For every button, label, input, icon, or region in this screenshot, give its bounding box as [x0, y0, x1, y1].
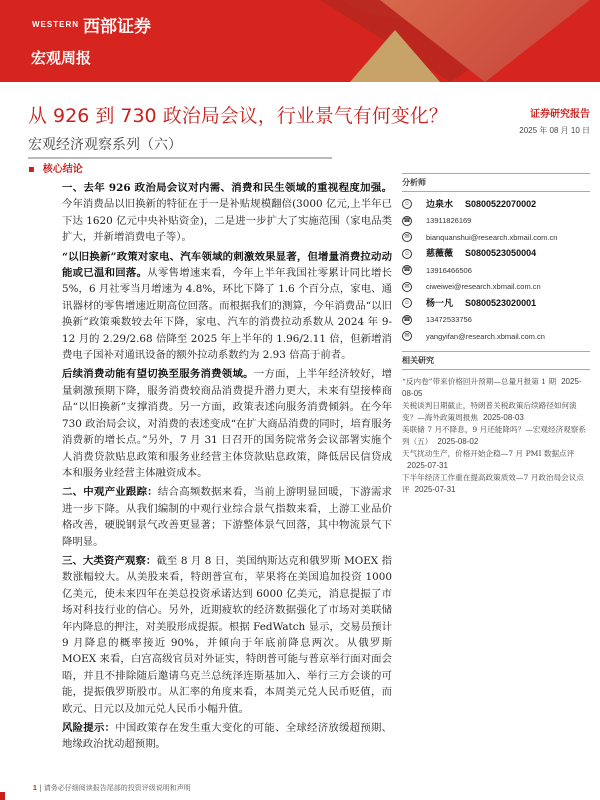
analyst-email-row: [402, 328, 590, 345]
related-report[interactable]: [402, 424, 590, 448]
analyst-name-row: [402, 246, 590, 263]
paragraph-lead: “以旧换新”政策对家电、汽车领域的刺激效果显著，但增量消费拉动动能或已温和回落。: [62, 250, 392, 280]
footer-sep: |: [39, 784, 42, 792]
subtitle: 宏观经济观察系列（六）: [28, 137, 182, 153]
paragraph: [62, 366, 392, 481]
related-title[interactable]: 美联储 7 月不降息，9 月还能降吗？—宏观经济观察系列（五）: [402, 424, 586, 446]
paragraph-text: 从零售增速来看，今年上半年我国社零累计同比增长 5%，6 月社零当月增速为 4.8%，环比下降了 1.6 个百分点，家电、通讯器材的零售增速近期高位回落。而根据我们的测算，今年消费品“以旧换新”政策乘数较去年下降，家电、汽车的消费拉动系数从 2024 年 9-12 月的 2.29/2.68 倍降至 2025 年上半年的 1.96/2.11 倍，但新增消费电子国补对通讯设备的额外拉动系数约为 2.93 倍高于前者。: [62, 267, 393, 362]
core-conclusion-heading: ▪ 核心结论: [28, 163, 83, 176]
analyst-phone: 13911826169: [426, 216, 472, 226]
related-title[interactable]: 下半年经济工作重在提高政策质效—7 月政治局会议点评: [402, 472, 584, 494]
disclaimer-text: 请务必仔细阅读报告尾部的投资评级说明和声明: [43, 784, 191, 792]
email-icon: ✉: [402, 331, 412, 341]
report-label: 证券研究报告: [530, 109, 590, 120]
paragraph-text: 一方面，上半年经济较好，增量刺激预期下降，服务消费较商品消费提升潜力更大，未来有望接棒商品“以旧换新”支撑消费。另一方面，政策表述向服务消费倾斜。在今年 730 政治局会议，对消费的表述变成“在扩大商品消费的同时，培育服务消费新的增长点。”另外，7 月 31 日召开的国务院常务会议部署实施个人消费贷款贴息政策和服务业经营主体贷款贴息政策，降低居民信贷成本和服务业经营主体融资成本。: [62, 368, 392, 479]
person-icon: ☺: [403, 300, 411, 307]
analyst-phone-row: [402, 213, 590, 230]
report-date: 2025 年 08 月 10 日: [519, 126, 590, 135]
paragraph-text: 截至 8 月 8 日，美国纳斯达克和俄罗斯 MOEX 指数涨幅较大。从美股来看，特朗普宣布，苹果将在美国追加投资 1000 亿美元，使未来四年在美总投资承诺达到 6000 亿美元，消息提振了市场对科技行业的信心。另外，近期疲软的经济数据强化了市场对美联储年内降息的押注，对美股形成提振。根据 FedWatch 显示，交易员预计 9 月降息的概率接近 90%，并倾向于年底前降息两次。从俄罗斯 MOEX 来看，白宫高级官员对外证实，特朗普可能与普京举行面对面会晤，并且不排除随后邀请乌克兰总统泽连斯基加入、举行三方会谈的可能，提振俄罗斯股市。从汇率的角度来看，本周美元兑人民币贬值，而欧元、日元以及加元兑人民币小幅升值。: [62, 554, 392, 715]
analyst-id: S0800522070002: [465, 198, 537, 209]
logo-en: WESTERN: [32, 20, 79, 29]
analyst-id: S0800523050004: [465, 248, 537, 259]
related-report[interactable]: [402, 472, 590, 496]
related-report[interactable]: [402, 400, 590, 424]
paragraph: [62, 249, 392, 364]
page-title: 从 926 到 730 政治局会议，行业景气有何变化？: [28, 105, 448, 127]
person-icon: ☺: [403, 201, 411, 208]
paragraph-text: 中国政策存在发生重大变化的可能、全球经济放缓超预期、地缘政治扰动超预期。: [62, 722, 393, 751]
header-banner: [0, 0, 600, 82]
analyst-email[interactable]: bianquanshui@research.xbmail.com.cn: [426, 232, 558, 242]
paragraph-text: 今年消费品以旧换新的特征在于一是补贴规模翻倍(3000 亿元,上半年已下达 1620 亿元中央补贴资金)，二是进一步扩大了实施范围（家电品类扩大，并新增消费电子等）。: [62, 198, 392, 244]
paragraph: [62, 553, 392, 717]
email-icon: ✉: [402, 282, 412, 292]
footer: [33, 784, 191, 793]
analyst-email-row: [402, 279, 590, 296]
analyst-email-row: [402, 229, 590, 246]
company-logo: [32, 12, 151, 37]
sidebar: [402, 173, 590, 496]
paragraph-lead: 一、去年 926 政治局会议对内需、消费和民生领域的重视程度加强。: [62, 182, 392, 194]
analysts-heading: 分析师: [402, 173, 590, 192]
divider: [28, 157, 332, 159]
red-mark: [0, 792, 5, 800]
related-report[interactable]: [402, 448, 590, 472]
analyst-phone: 13916466506: [426, 265, 472, 275]
paragraph: [62, 484, 392, 550]
analyst-email[interactable]: yangyifan@research.xbmail.com.cn: [426, 331, 545, 341]
analyst-phone-row: [402, 312, 590, 329]
paragraph-text: 结合高频数据来看，当前上游明显回暖，下游需求进一步下降。从我们编制的中观行业综合景气指数来看，上游工业品价格改善，硬脱钢景气改善更显著；下游整体景气回落，其中物流景气下降明显。: [62, 486, 393, 548]
main-body: [62, 180, 392, 756]
paragraph-lead: 二、中观产业跟踪：: [62, 486, 158, 499]
email-icon: ✉: [402, 232, 412, 242]
analyst-phone: 13472533756: [426, 315, 472, 325]
analyst-name-row: [402, 196, 590, 213]
related-title[interactable]: 天气扰动生产，价格开始企稳—7 月 PMI 数据点评: [402, 448, 575, 458]
analyst-name: 杨一凡: [426, 297, 454, 308]
paragraph: [62, 720, 392, 753]
paragraph-lead: 后续消费动能有望切换至服务消费领域。: [62, 368, 254, 381]
related-heading: 相关研究: [402, 351, 590, 370]
phone-icon: ☎: [403, 316, 411, 323]
related-date: 2025-08-03: [482, 412, 524, 422]
related-date: 2025-08-05: [402, 376, 582, 398]
related-title[interactable]: “反内卷”带来价格回升预期—总量月报第 1 期: [402, 376, 557, 386]
analyst-id: S0800523020001: [465, 297, 537, 308]
phone-icon: ☎: [403, 217, 411, 224]
paragraph: [62, 180, 392, 246]
analyst-phone-row: [402, 262, 590, 279]
analyst-email[interactable]: ciweiwei@research.xbmail.com.cn: [426, 282, 541, 292]
related-date: 2025-07-31: [407, 460, 448, 470]
analyst-name-row: [402, 295, 590, 312]
related-report[interactable]: [402, 376, 590, 400]
analyst-name: 慈薇薇: [426, 248, 454, 259]
person-icon: ☺: [403, 250, 411, 257]
paragraph-lead: 风险提示：: [62, 722, 116, 734]
phone-icon: ☎: [403, 267, 411, 274]
analyst-name: 边泉水: [426, 198, 454, 209]
logo-cn: 西部证券: [83, 17, 151, 37]
report-type: 宏观周报: [31, 49, 92, 67]
paragraph-lead: 三、大类资产观察：: [62, 554, 157, 567]
related-date: 2025-07-31: [414, 484, 456, 494]
page-number: 1: [33, 785, 37, 792]
related-title[interactable]: 关税谈判日期截止，特朗普关税政策后续路径如何演变？—海外政策周报焦: [402, 400, 577, 422]
related-date: 2025-08-02: [437, 436, 479, 446]
